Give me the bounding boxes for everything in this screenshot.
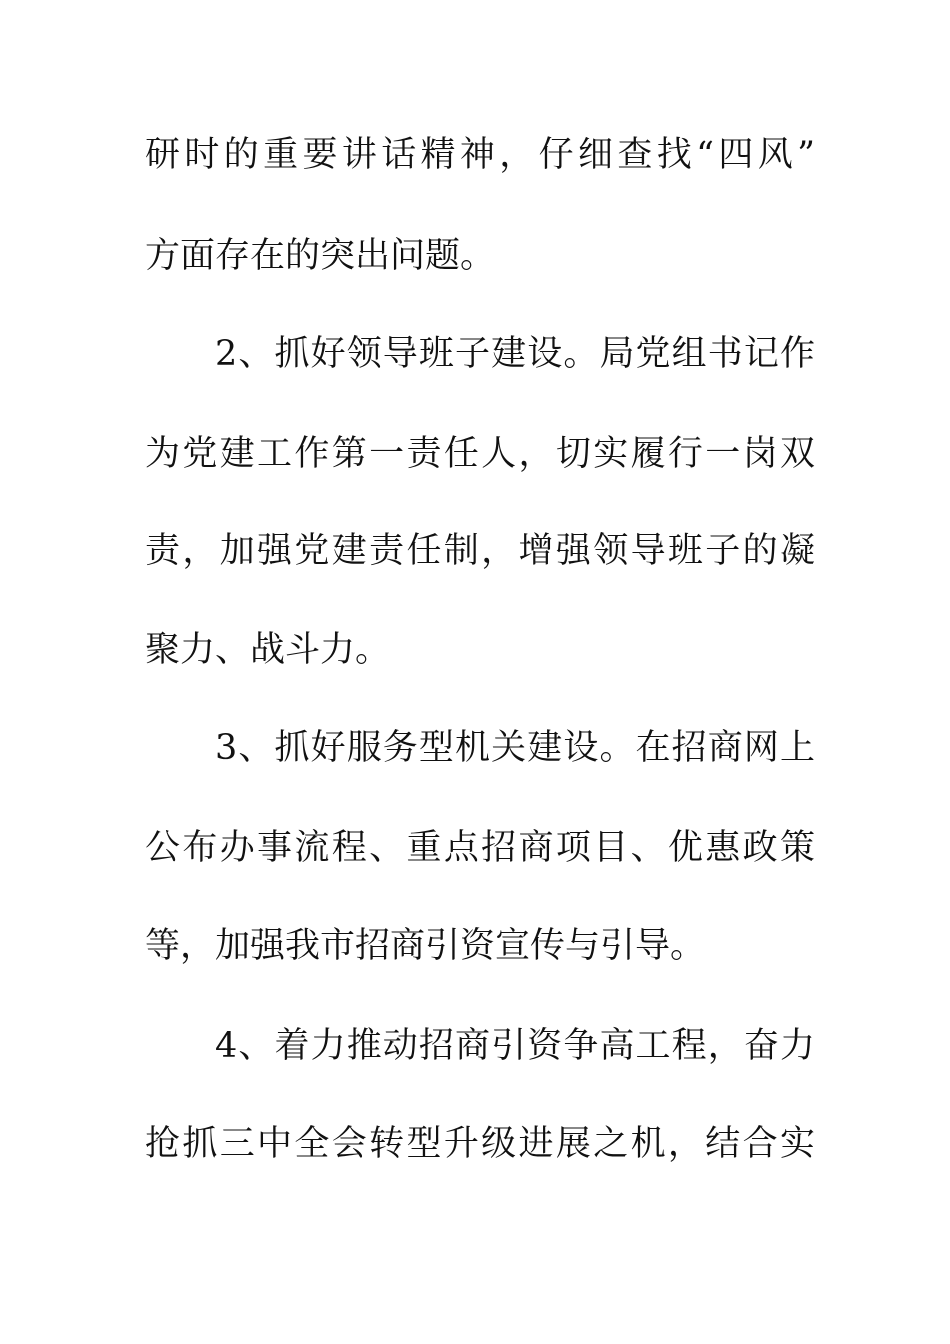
text-line: 抢抓三中全会转型升级进展之机，结合实 xyxy=(145,1124,815,1164)
text-line: 公布办事流程、重点招商项目、优惠政策 xyxy=(145,828,815,868)
text-line: 方面存在的突出问题。 xyxy=(145,236,496,276)
paragraph-first-line: 2、抓好领导班子建设。局党组书记作 xyxy=(215,334,815,374)
text-line: 研时的重要讲话精神，仔细查找“四风” xyxy=(145,135,815,175)
text-line: 聚力、战斗力。 xyxy=(145,630,391,670)
text-line: 责，加强党建责任制，增强领导班子的凝 xyxy=(145,531,815,571)
text-line: 等，加强我市招商引资宣传与引导。 xyxy=(145,926,706,966)
paragraph-first-line: 4、着力推动招商引资争高工程，奋力 xyxy=(215,1026,815,1066)
paragraph-first-line: 3、抓好服务型机关建设。在招商网上 xyxy=(215,728,815,768)
text-line: 为党建工作第一责任人，切实履行一岗双 xyxy=(145,434,815,474)
